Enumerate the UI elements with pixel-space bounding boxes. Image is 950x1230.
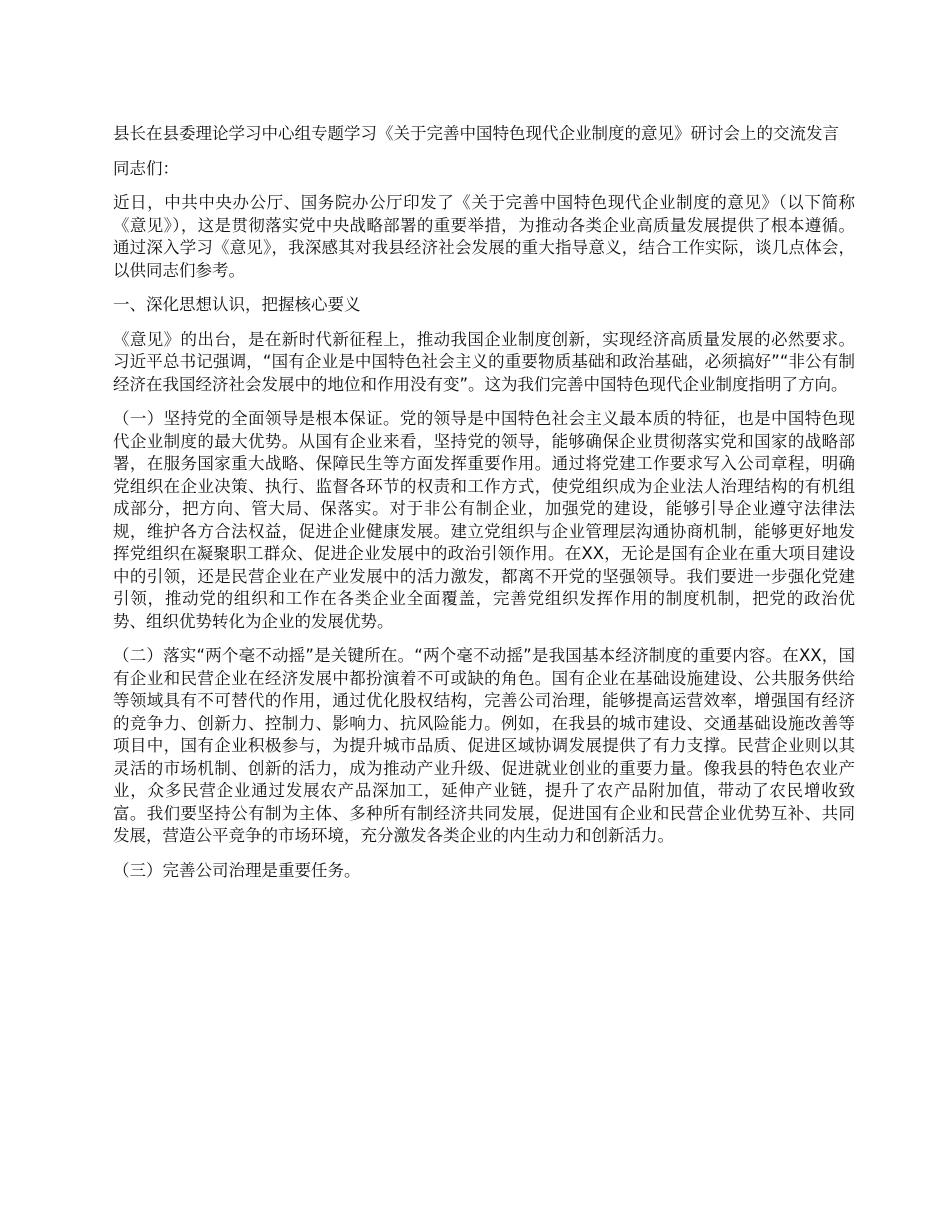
section-1-paragraph: 《意见》的出台，是在新时代新征程上，推动我国企业制度创新，实现经济高质量发展的必然要求。习近平总书记强调，“国有企业是中国特色社会主义的重要物质基础和政治基础，必须搞好”“非公有制经济在我国经济社会发展中的地位和作用没有变”。这为我们完善中国特色现代企业制度指明了方向。 <box>113 329 855 394</box>
point-3-heading: （三）完善公司治理是重要任务。 <box>113 860 361 880</box>
greeting: 同志们： <box>113 158 179 178</box>
document-title: 县长在县委理论学习中心组专题学习《关于完善中国特色现代企业制度的意见》研讨会上的交流发言 <box>113 124 839 143</box>
point-1-paragraph: （一）坚持党的全面领导是根本保证。党的领导是中国特色社会主义最本质的特征，也是中国特色现代企业制度的最大优势。从国有企业来看，坚持党的领导，能够确保企业贯彻落实党和国家的战略部署，在服务国家重大战略、保障民生等方面发挥重要作用。通过将党建工作要求写入公司章程，明确党组织在企业决策、执行、监督各环节的权责和工作方式，使党组织成为企业法人治理结构的有机组成部分，把方向、管大局、保落实。对于非公有制企业，加强党的建设，能够引导企业遵守法律法规，维护各方合法权益，促进企业健康发展。建立党组织与企业管理层沟通协商机制，能够更好地发挥党组织在凝聚职工群众、促进企业发展中的政治引领作用。在XX，无论是国有企业在重大项目建设中的引领，还是民营企业在产业发展中的活力激发，都离不开党的坚强领导。我们要进一步强化党建引领，推动党的组织和工作在各类企业全面覆盖，完善党组织发挥作用的制度机制，把党的政治优势、组织优势转化为企业的发展优势。 <box>113 409 855 631</box>
section-1-heading: 一、深化思想认识，把握核心要义 <box>113 295 361 314</box>
document-page <box>113 123 855 894</box>
intro-paragraph: 近日，中共中央办公厅、国务院办公厅印发了《关于完善中国特色现代企业制度的意见》（以下简称《意见》），这是贯彻落实党中央战略部署的重要举措，为推动各类企业高质量发展提供了根本遵循。通过深入学习《意见》，我深感其对我县经济社会发展的重大指导意义，结合工作实际，谈几点体会，以供同志们参考。 <box>113 193 855 280</box>
point-2-paragraph: （二）落实“两个毫不动摇”是关键所在。“两个毫不动摇”是我国基本经济制度的重要内容。在XX，国有企业和民营企业在经济发展中都扮演着不可或缺的角色。国有企业在基础设施建设、公共服务供给等领域具有不可替代的作用，通过优化股权结构，完善公司治理，能够提高运营效率，增强国有经济的竞争力、创新力、控制力、影响力、抗风险能力。例如，在我县的城市建设、交通基础设施改善等项目中，国有企业积极参与，为提升城市品质、促进区域协调发展提供了有力支撑。民营企业则以其灵活的市场机制、创新的活力，成为推动产业升级、促进就业创业的重要力量。像我县的特色农业产业，众多民营企业通过发展农产品深加工，延伸产业链，提升了农产品附加值，带动了农民增收致富。我们要坚持公有制为主体、多种所有制经济共同发展，促进国有企业和民营企业优势互补、共同发展，营造公平竞争的市场环境，充分激发各类企业的内生动力和创新活力。 <box>113 646 855 845</box>
